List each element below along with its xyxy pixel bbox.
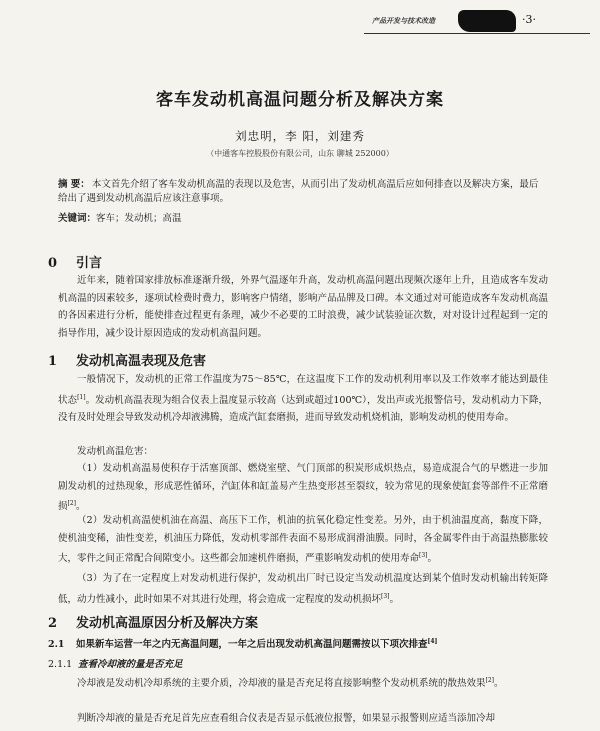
section-heading-1 (48, 350, 206, 369)
section-number: 0 (48, 256, 58, 271)
section-number: 1 (48, 354, 58, 369)
affiliation: （中通客车控股股份有限公司，山东 聊城 252000） (206, 149, 394, 158)
keywords (58, 210, 182, 224)
section-title: 引言 (76, 256, 103, 271)
abstract (58, 178, 543, 206)
paper-title: 客车发动机高温问题分析及解决方案 (156, 90, 444, 110)
abstract-label: 摘 要： (58, 179, 90, 190)
paragraph-2-1-1b: 判断冷却液的量是否充足首先应查看组合仪表是否显示低液位报警，如果显示报警则应适当添加冷却 (77, 713, 496, 724)
section-number: 2 (48, 616, 58, 631)
subsection-heading-2-1 (48, 636, 437, 650)
header-rule (364, 33, 590, 34)
subsubsection-title: 查看冷却液的量是否充足 (78, 659, 183, 670)
paragraph-2-1-1a: 冷却液是发动机冷却系统的主要介质，冷却液的量是否充足将直接影响整个发动机系统的散热效果[2]。 (77, 677, 504, 690)
authors: 刘忠明，李 阳，刘建秀 (235, 129, 365, 143)
citation: [3] (419, 552, 428, 559)
citation: [1] (77, 393, 86, 401)
section-heading-2 (48, 612, 258, 631)
keywords-label: 关键词： (58, 213, 97, 224)
running-header (372, 8, 590, 36)
citation: [4] (427, 637, 438, 645)
page-number: ·3· (522, 13, 536, 26)
subsection-number: 2.1 (48, 639, 65, 650)
subsubsection-number: 2.1.1 (48, 659, 73, 670)
citation: [2] (485, 677, 495, 684)
subsection-title: 如果新车运营一年之内无高温问题，一年之后出现发动机高温问题需按以下项次排查 (76, 639, 428, 650)
citation: [2] (67, 500, 77, 507)
ink-blot (458, 10, 516, 32)
section-title: 发动机高温表现及危害 (76, 354, 207, 369)
section-title: 发动机高温原因分析及解决方案 (76, 616, 259, 631)
paragraph-1e: （3）为了在一定程度上对发动机进行保护，发动机出厂时已设定当发动机温度达到某个值时发动机输出转矩降低，动力性减小，此时如果不对其进行处理，将会造成一定程度的发动机损坏[3]。 (58, 573, 548, 605)
paragraph-1c: （1）发动机高温易使积存于活塞顶部、燃烧室壁、气门顶部的积炭形成炽热点，易造成混合气的早燃进一步加剧发动机的过热现象，形成恶性循环，汽缸体和缸盖易产生热变形甚至裂纹，较为常见的现象使缸套等部件不正常磨损[2]。 (58, 463, 548, 513)
paragraph-1b: 发动机高温危害： (77, 446, 154, 457)
section-heading-0 (48, 252, 102, 271)
paragraph-1d: （2）发动机高温使机油在高温、高压下工作，机油的抗氧化稳定性变差。另外，由于机油温度高，黏度下降，使机油变稀，油性变差，机油压力降低，发动机零部件表面不易形成润滑油膜。同时，各金属零件由于高温热膨胀较大，零件之间正常配合间隙变小。这些都会加速机件磨损，严重影响发动机的使用寿命[3]。 (58, 515, 548, 565)
abstract-text: 本文首先介绍了客车发动机高温的表现以及危害，从而引出了发动机高温后应如何排查以及解决方案，最后给出了遇到发动机高温后应该注意事项。 (58, 179, 539, 204)
citation: [3] (381, 592, 390, 600)
subsubsection-heading-2-1-1 (48, 656, 183, 670)
keywords-text: 客车；发动机；高温 (96, 213, 182, 224)
paragraph-1a: 一般情况下，发动机的正常工作温度为75～85℃，在这温度下工作的发动机利用率以及工作效率才能达到最佳状态[1]。发动机高温表现为组合仪表上温度显示较高（达到或超过100℃），发出声或光报警信号，发动机动力下降，没有及时处理会导致发动机冷却液沸腾，造成汽缸套磨损，进而导致发动机烧机油，影响发动机的使用寿命。 (58, 374, 548, 424)
journal-name: 产品开发与技术改造 (372, 16, 435, 25)
paragraph-intro: 近年来，随着国家排放标准逐渐升级，外界气温逐年升高，发动机高温问题出现频次逐年上升，且造成客车发动机高温的因素较多，逐项试检费时费力，影响客户情绪，影响产品品牌及口碑。本文通过对可能造成客车发动机高温的各因素进行分析，能使排查过程更有条理，减少不必要的工时浪费，减少试装验证次数，对对设计过程起到一定的指导作用，减少设计原因造成的发动机高温问题。 (58, 275, 548, 339)
